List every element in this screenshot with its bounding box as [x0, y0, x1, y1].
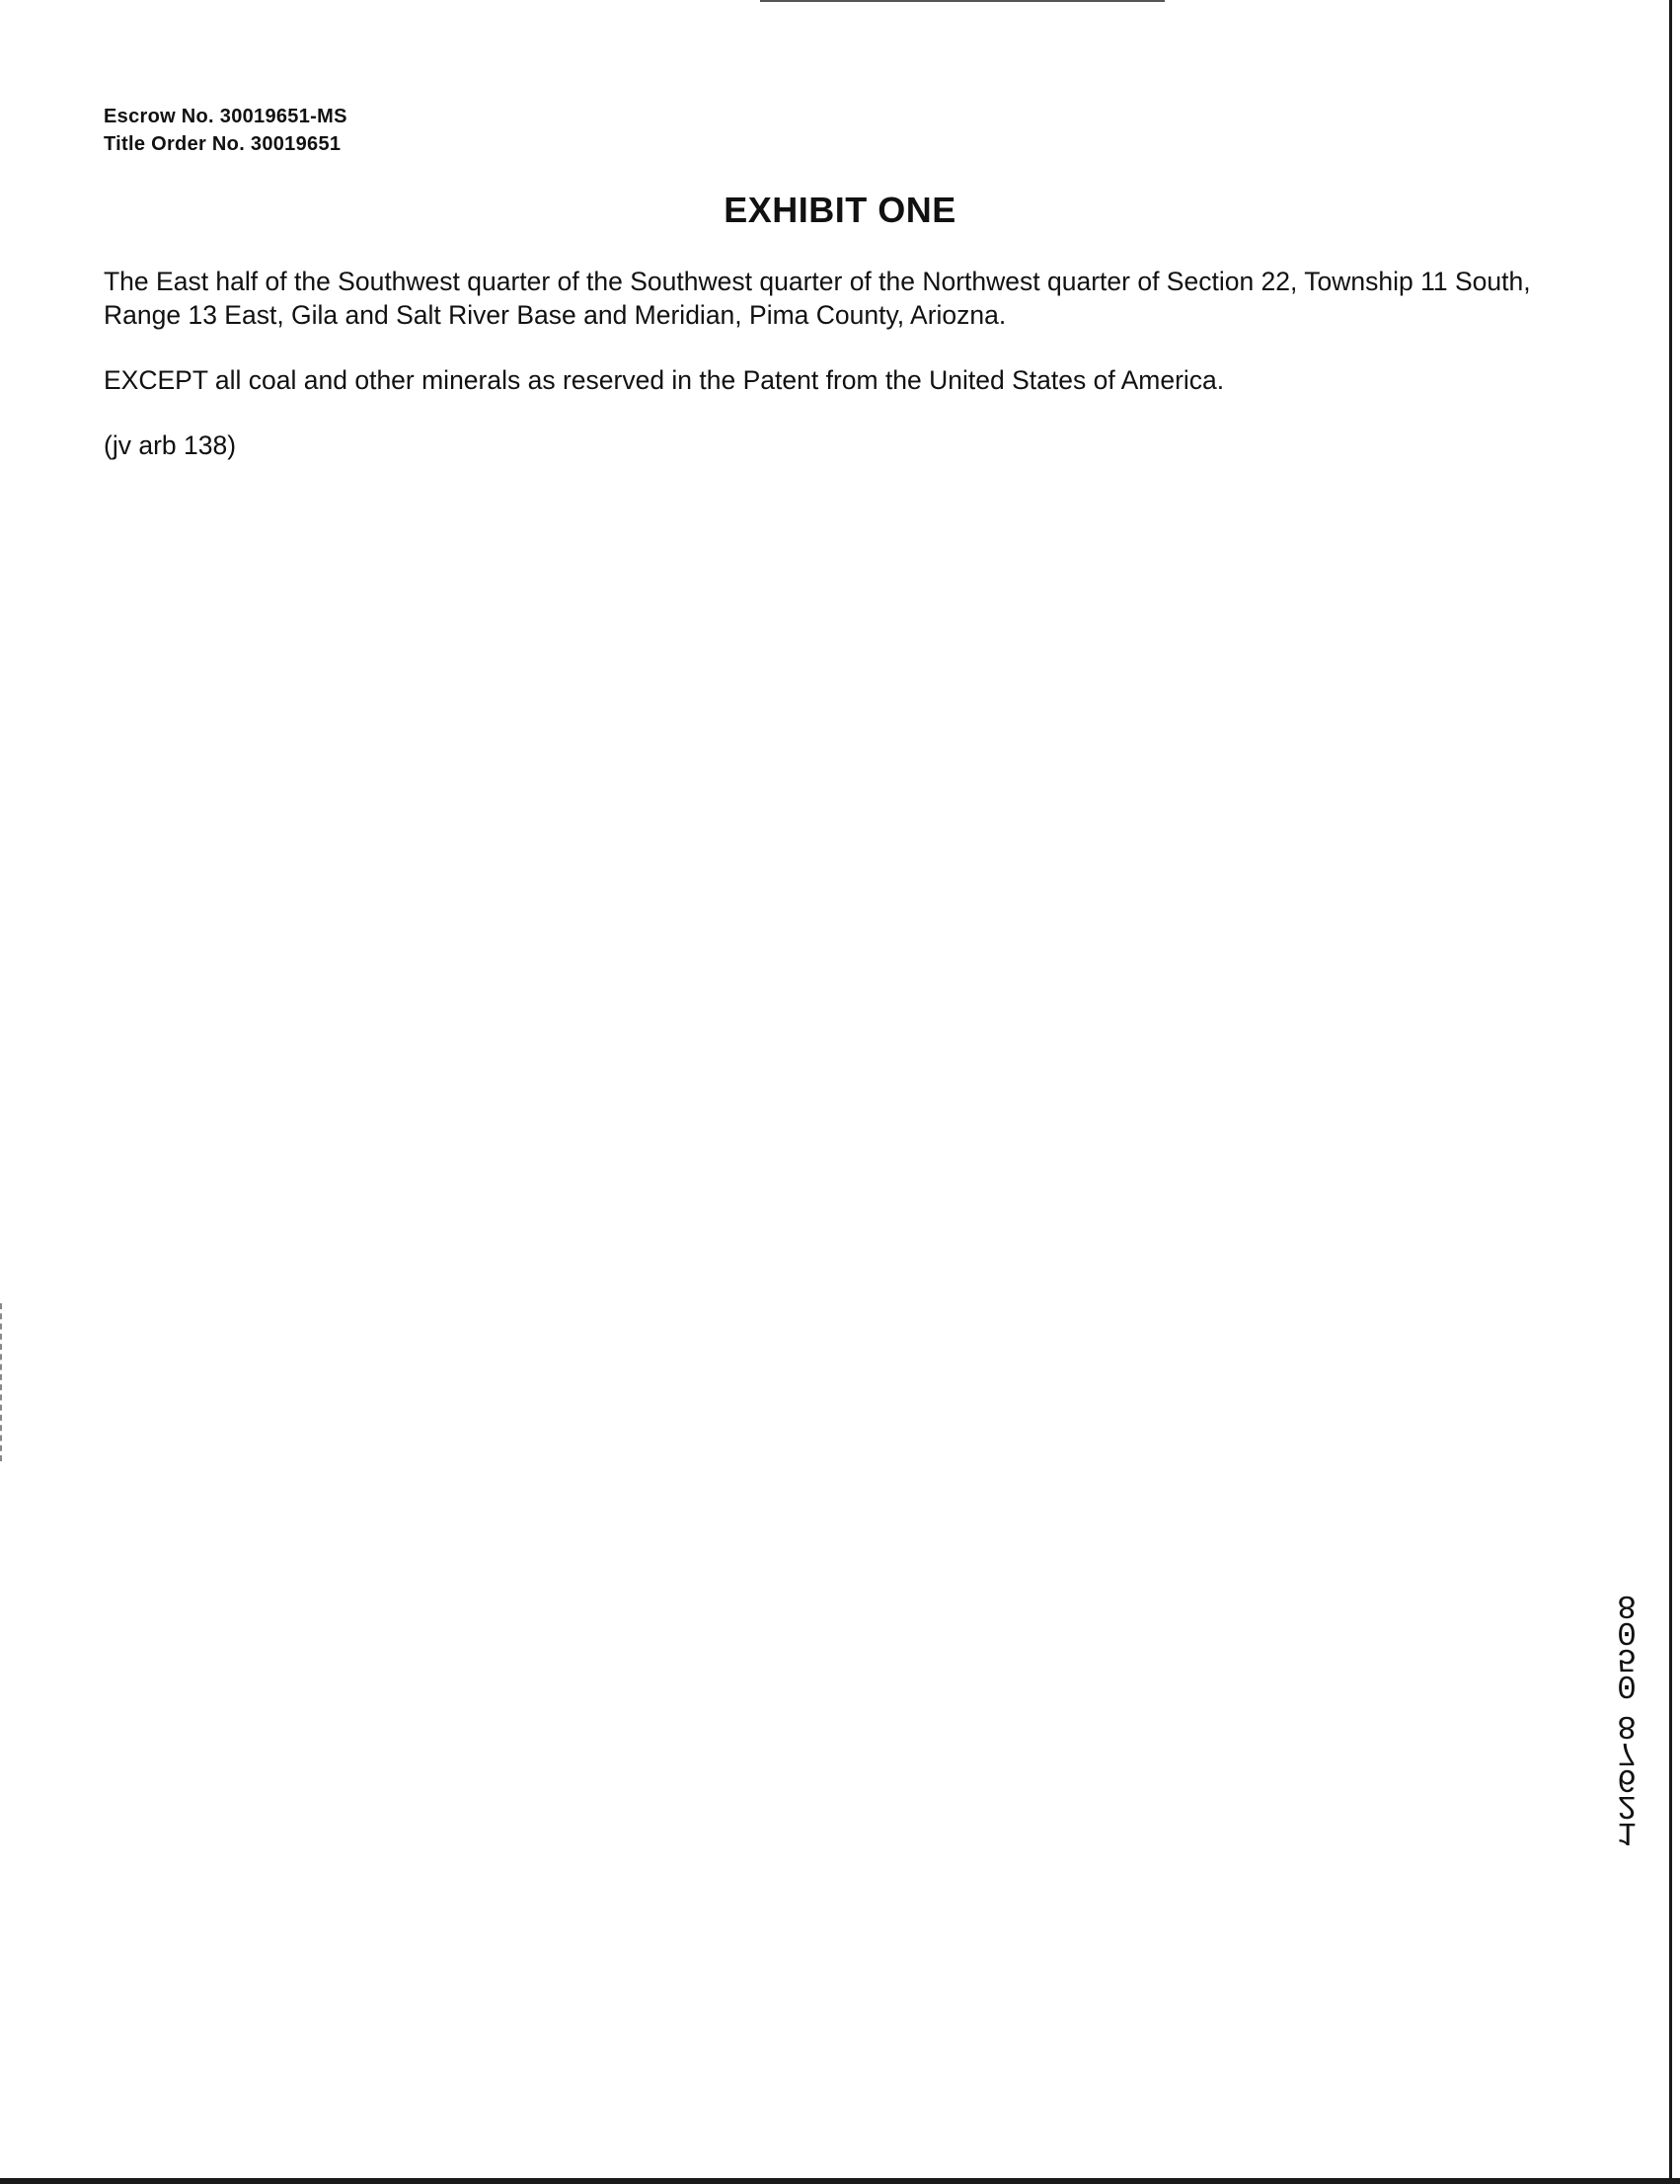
scan-edge-right — [1669, 0, 1672, 2184]
file-references — [104, 103, 347, 158]
escrow-number: Escrow No. 30019651-MS — [104, 106, 347, 127]
document-body — [104, 265, 1604, 494]
recording-docket-number: 12678 — [1617, 1707, 1637, 1850]
scan-edge-left-ticks — [0, 1303, 4, 1461]
reference-note: (jv arb 138) — [104, 430, 237, 460]
scan-edge-bottom — [0, 2178, 1680, 2184]
exception-paragraph: EXCEPT all coal and other minerals as reserved in the Patent from the United States of America. — [104, 365, 1225, 395]
legal-description-paragraph: The East half of the Southwest quarter of the Southwest quarter of the Northwest quarter of Section 22, Township 11 South, Range 13 East, Gila and Salt River Base and Meridian, Pima County, Ariozna. — [104, 267, 1531, 330]
title-order-number: Title Order No. 30019651 — [104, 133, 342, 155]
recording-page-number: 0508 — [1617, 1587, 1637, 1703]
recording-stamp — [1607, 1587, 1646, 1850]
scan-artifact-top-line — [760, 0, 1165, 2]
exhibit-title: EXHIBIT ONE — [724, 190, 956, 230]
